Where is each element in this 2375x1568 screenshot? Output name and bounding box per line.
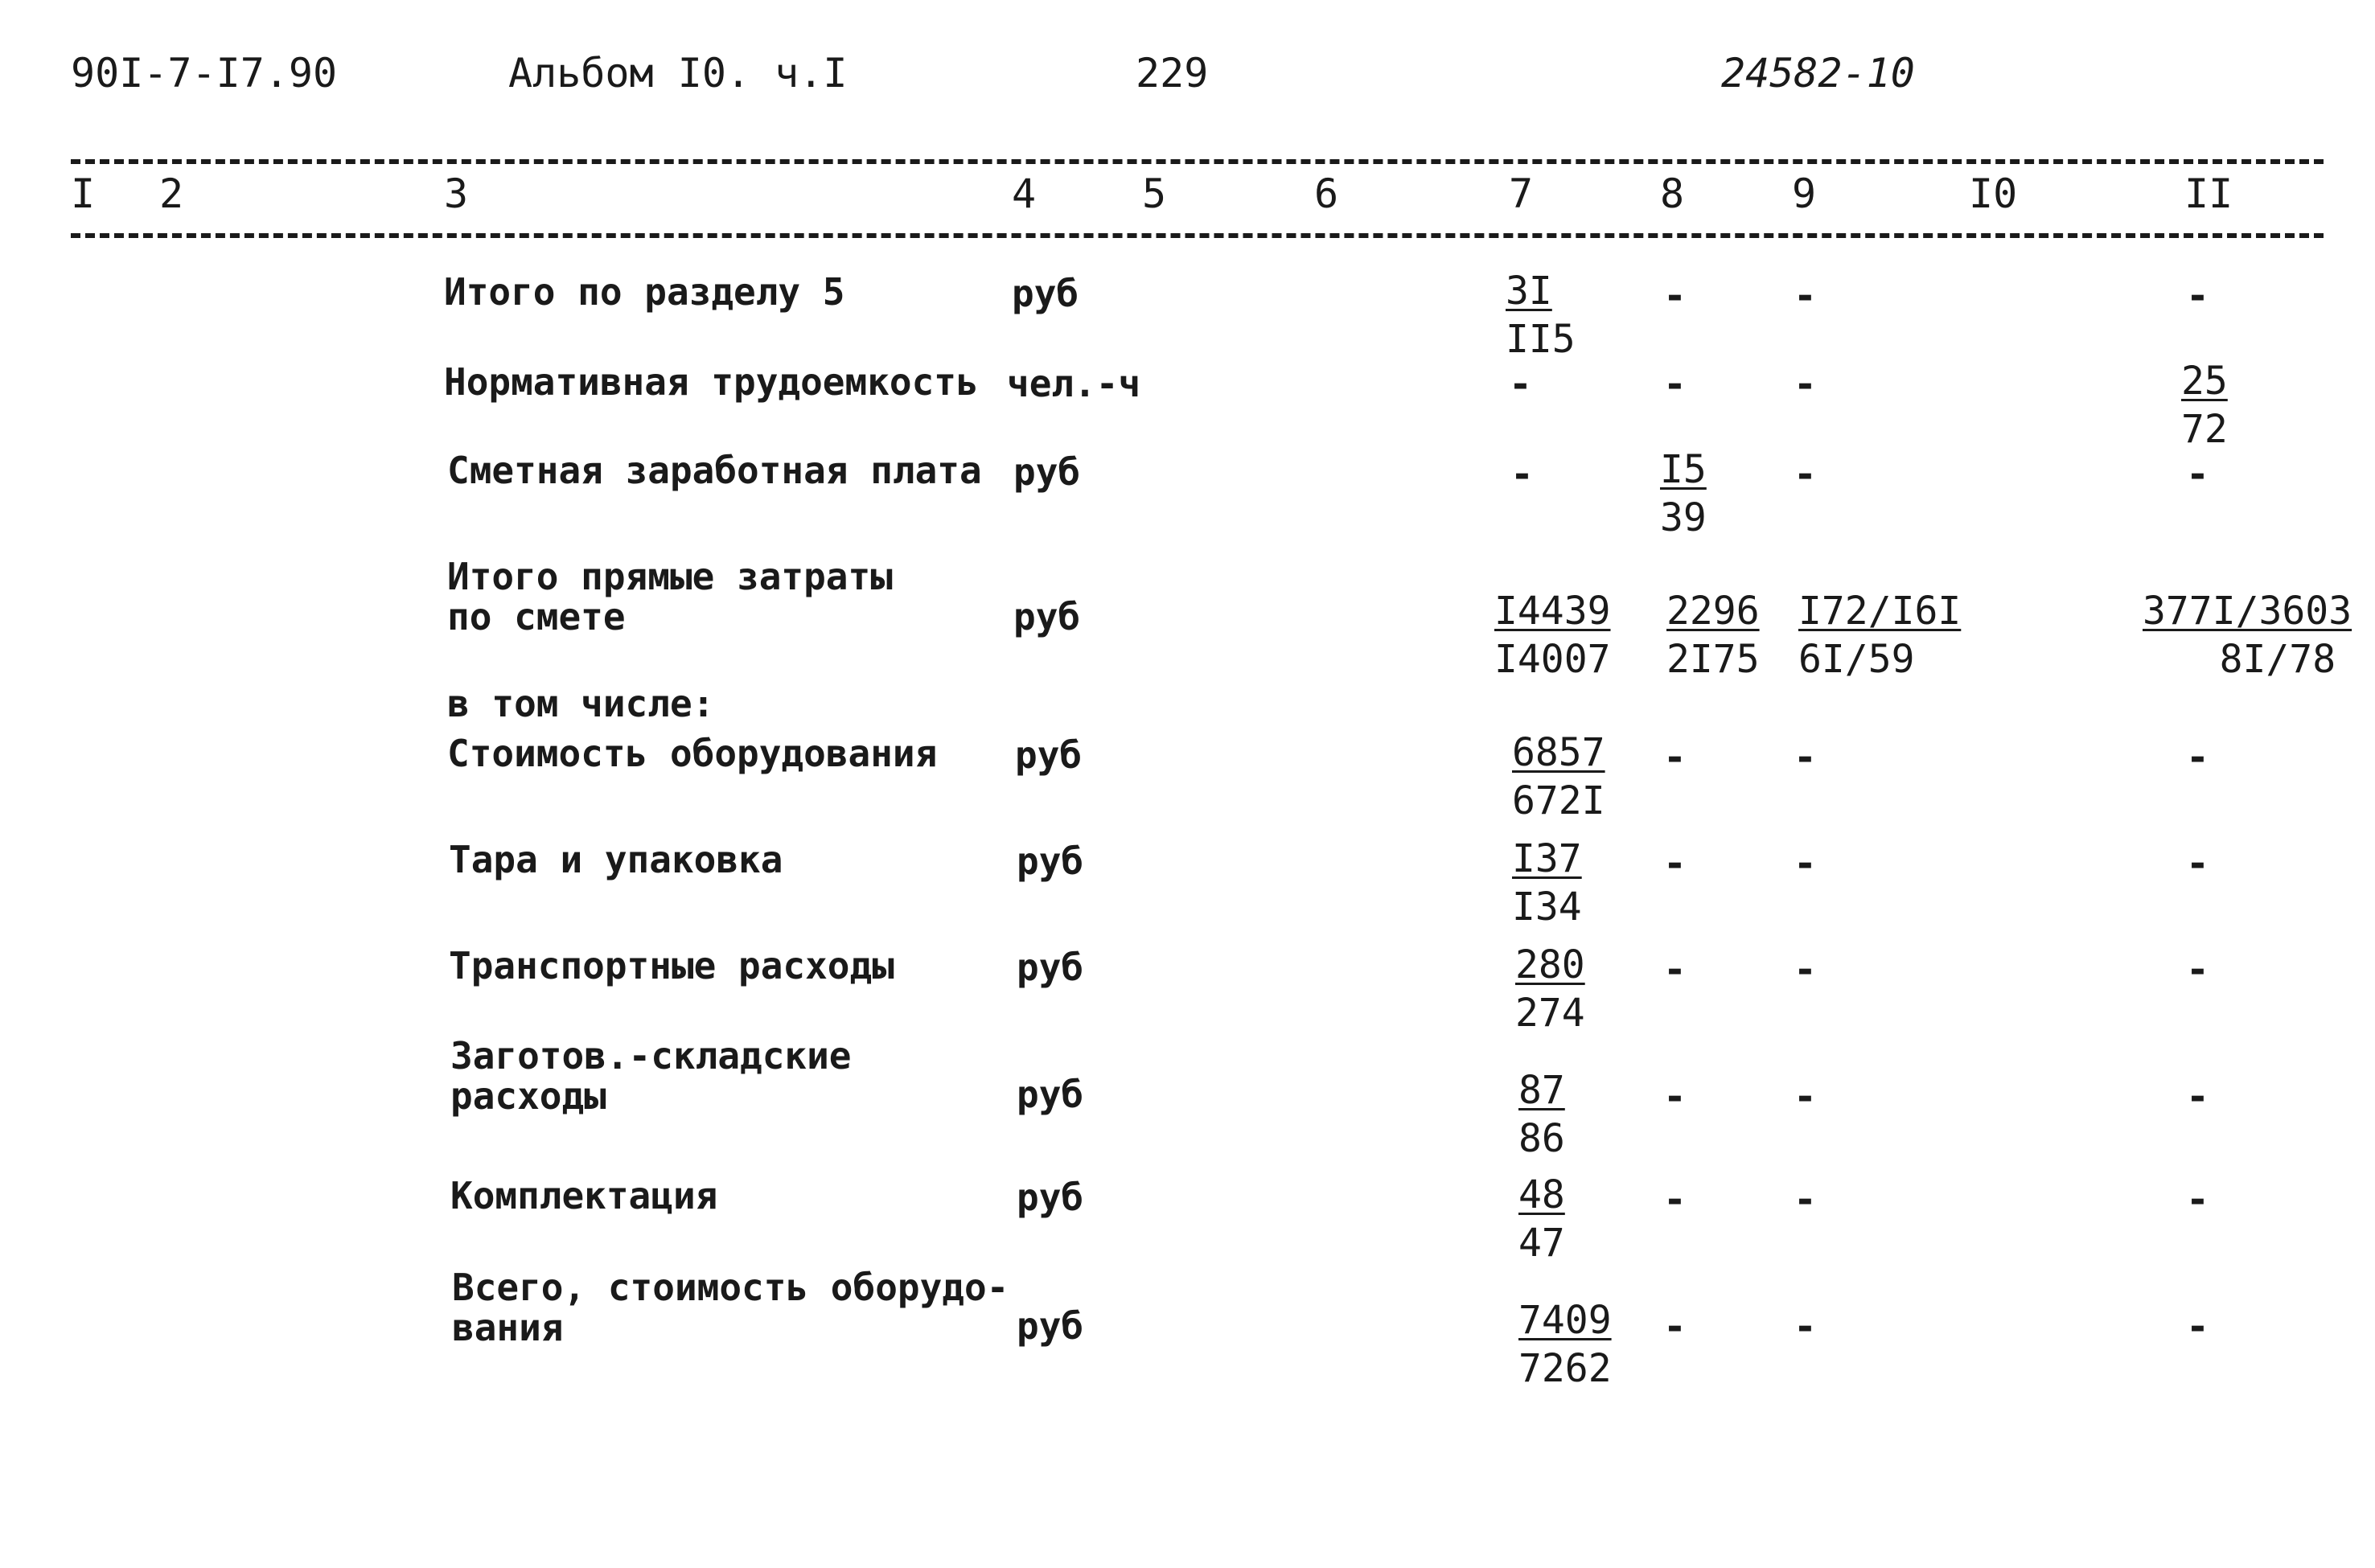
column-number-1: I	[71, 170, 96, 217]
row-label-section-total: Итого по разделу 5	[444, 270, 845, 314]
document-code: 90I-7-I7.90	[71, 50, 338, 96]
value-numerator: I4439	[1494, 589, 1611, 634]
row-label-packaging: Тара и упаковка	[449, 838, 783, 881]
row-label-including: в том числе:	[447, 682, 715, 725]
value-denominator: 274	[1515, 991, 1585, 1036]
value-denominator: 2I75	[1666, 637, 1760, 682]
row-unit: чел.-ч	[1007, 362, 1141, 405]
value-col11: -	[2186, 947, 2209, 992]
value-col11: -	[2186, 735, 2209, 780]
value-col7	[1518, 1066, 1565, 1163]
value-col8: -	[1663, 947, 1687, 992]
value-numerator: I5	[1660, 447, 1707, 492]
value-col7	[1518, 1171, 1565, 1267]
row-label-line1: Заготов.-складские	[450, 1034, 852, 1077]
value-col8: -	[1663, 1074, 1687, 1119]
column-number-2: 2	[159, 170, 184, 217]
page-number: 229	[1136, 50, 1209, 96]
value-numerator: 280	[1515, 942, 1585, 987]
value-col9	[1798, 587, 1961, 683]
value-numerator: 6857	[1512, 730, 1605, 775]
row-unit: руб	[1017, 1176, 1084, 1219]
value-col9: -	[1794, 362, 1817, 407]
value-col9: -	[1794, 947, 1817, 992]
value-numerator: 87	[1518, 1068, 1565, 1113]
row-label-transport-costs: Транспортные расходы	[449, 944, 894, 987]
row-label-line2: вания	[452, 1306, 564, 1349]
row-label-line1: Всего, стоимость оборудо-	[452, 1266, 1009, 1309]
value-col7: -	[1510, 452, 1534, 497]
value-denominator: 8I/78	[2219, 637, 2336, 682]
row-label-estimated-wages: Сметная заработная плата	[447, 449, 982, 492]
value-numerator: I37	[1512, 836, 1582, 881]
row-label-procurement-storage	[450, 1036, 852, 1116]
value-col8	[1660, 445, 1707, 542]
value-col8: -	[1663, 1304, 1687, 1349]
row-label-labor-intensity: Нормативная трудоемкость	[444, 360, 979, 404]
row-unit: руб	[1012, 272, 1079, 315]
value-col11: -	[2186, 841, 2209, 886]
value-col11: -	[2186, 1074, 2209, 1119]
column-number-9: 9	[1792, 170, 1817, 217]
value-numerator: 377I/3603	[2143, 589, 2352, 634]
row-unit: руб	[1017, 1073, 1084, 1116]
value-col11: -	[2186, 273, 2209, 318]
sheet-code: 24582-10	[1721, 50, 1915, 96]
value-denominator: I34	[1512, 885, 1582, 930]
value-denominator: 39	[1660, 495, 1707, 540]
top-dashed-rule	[71, 159, 2324, 164]
row-unit: руб	[1017, 1304, 1084, 1348]
column-number-11: II	[2184, 170, 2233, 217]
value-col7	[1494, 587, 1611, 683]
value-denominator: 72	[2181, 407, 2228, 452]
row-unit: руб	[1015, 733, 1083, 777]
value-numerator: 2296	[1666, 589, 1760, 634]
value-denominator: 6I/59	[1798, 637, 1915, 682]
value-col9: -	[1794, 452, 1817, 497]
bottom-dashed-rule	[71, 233, 2324, 238]
value-numerator: 25	[2181, 359, 2228, 404]
value-col9: -	[1794, 1177, 1817, 1222]
value-numerator: I72/I6I	[1798, 589, 1962, 634]
value-col9: -	[1794, 1304, 1817, 1349]
column-number-7: 7	[1509, 170, 1534, 217]
value-col11: -	[2186, 1304, 2209, 1349]
row-label-line1: Итого прямые затраты	[447, 555, 893, 598]
row-label-equipment-cost: Стоимость оборудования	[447, 732, 938, 775]
row-label-line2: расходы	[450, 1074, 606, 1118]
value-col7	[1506, 267, 1576, 363]
value-col9: -	[1794, 273, 1817, 318]
value-denominator: 672I	[1512, 778, 1605, 823]
value-col7: -	[1509, 362, 1532, 407]
row-label-completion: Комплектация	[450, 1174, 718, 1217]
column-number-3: 3	[444, 170, 469, 217]
row-unit: руб	[1013, 450, 1081, 494]
column-number-6: 6	[1314, 170, 1339, 217]
value-col7	[1512, 729, 1605, 825]
value-col7	[1518, 1296, 1612, 1393]
value-denominator: 7262	[1518, 1346, 1612, 1391]
value-denominator: I4007	[1494, 637, 1611, 682]
value-col7	[1515, 941, 1585, 1037]
column-number-8: 8	[1660, 170, 1685, 217]
row-label-total-equipment	[452, 1267, 1009, 1348]
row-unit: руб	[1017, 839, 1084, 883]
value-col9: -	[1794, 735, 1817, 780]
value-denominator: 86	[1518, 1116, 1565, 1161]
value-numerator: 3I	[1506, 269, 1552, 314]
value-col8: -	[1663, 1177, 1687, 1222]
value-col7	[1512, 835, 1582, 931]
value-col9: -	[1794, 841, 1817, 886]
value-col11	[2181, 357, 2228, 454]
value-col8: -	[1663, 273, 1687, 318]
value-col8	[1666, 587, 1760, 683]
row-unit: руб	[1017, 946, 1084, 989]
value-numerator: 48	[1518, 1172, 1565, 1217]
row-label-line2: по смете	[447, 595, 626, 638]
value-denominator: II5	[1506, 317, 1576, 362]
column-number-4: 4	[1012, 170, 1037, 217]
row-unit: руб	[1013, 595, 1081, 638]
value-col8: -	[1663, 735, 1687, 780]
value-denominator: 47	[1518, 1221, 1565, 1266]
value-col11: -	[2186, 1177, 2209, 1222]
value-col8: -	[1663, 841, 1687, 886]
value-col9: -	[1794, 1074, 1817, 1119]
column-number-10: I0	[1969, 170, 2018, 217]
value-col8: -	[1663, 362, 1687, 407]
row-label-direct-costs	[447, 556, 893, 637]
value-numerator: 7409	[1518, 1298, 1612, 1343]
value-col11	[2143, 587, 2352, 683]
value-col11: -	[2186, 452, 2209, 497]
album-title: Альбом I0. ч.I	[508, 50, 848, 96]
column-number-5: 5	[1142, 170, 1167, 217]
